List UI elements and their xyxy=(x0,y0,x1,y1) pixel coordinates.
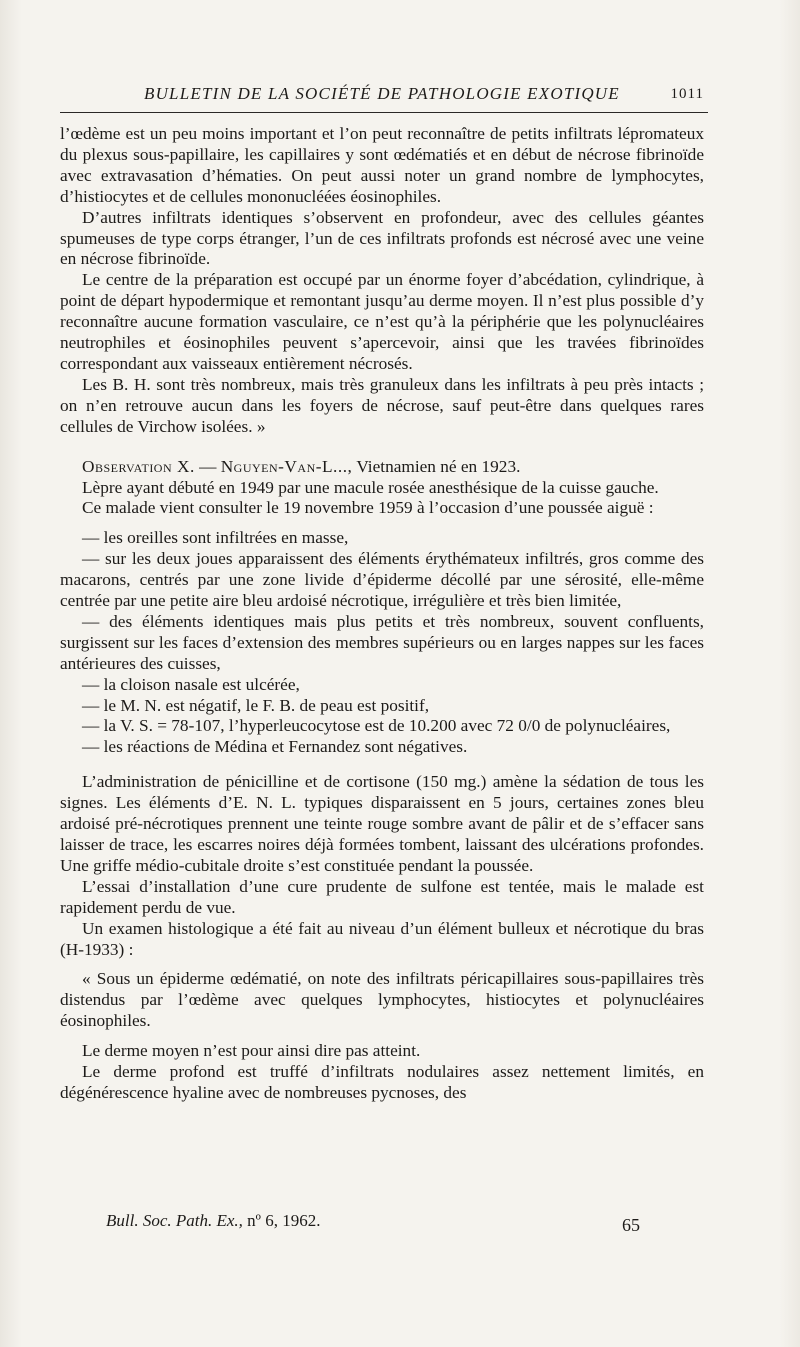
paragraph: l’œdème est un peu moins important et l’on peut reconnaître de petits infiltrats lépromateux du plexus sous-papillaire, les capillaires y sont œdématiés et en début de nécrose fibrinoïde avec extravasation d’hématies. On peut aussi noter un grand nombre de lymphocytes, d’histiocytes et de cellules mononucléées éosinophiles. xyxy=(60,124,704,206)
paragraph: Le centre de la préparation est occupé par un énorme foyer d’abcédation, cylindrique, à point de départ hypodermique et remontant jusqu’au derme moyen. Il n’est plus possible d’y reconnaître aucune formation vasculaire, ce n’est qu’à la périphérie que les polynucléaires neutrophiles et éosinophiles peuvent s’apercevoir, ainsi que les travées fibrinoïdes correspondant aux vaisseaux entièrement nécrosés. xyxy=(60,270,704,373)
article-body xyxy=(60,124,704,1104)
journal-title: BULLETIN DE LA SOCIÉTÉ DE PATHOLOGIE EXOTIQUE xyxy=(144,84,620,103)
citation-abbrev: Bull. Soc. Path. Ex., xyxy=(106,1211,243,1230)
paragraph: D’autres infiltrats identiques s’observent en profondeur, avec des cellules géantes spumeuses de type corps étranger, l’un de ces infiltrats profonds est nécrosé avec une veine en nécrose fibrinoïde. xyxy=(60,207,704,269)
list-item: — la V. S. = 78-107, l’hyperleucocytose est de 10.200 avec 72 0/0 de polynucléaires, xyxy=(82,716,671,736)
page-number: 1011 xyxy=(670,86,704,102)
list-item: — la cloison nasale est ulcérée, xyxy=(82,674,300,694)
observation-separator: — xyxy=(199,456,217,476)
observation-detail: Vietnamien né en 1923. xyxy=(356,456,521,476)
quoted-paragraph: Le derme profond est truffé d’infiltrats nodulaires assez nettement limités, en dégénérescence hyaline avec de nombreuses pycnoses, des xyxy=(60,1062,704,1102)
header-rule xyxy=(60,112,708,113)
sheet-number: 65 xyxy=(622,1215,640,1235)
quoted-paragraph: « Sous un épiderme œdématié, on note des infiltrats péricapillaires sous-papillaires très distendus par l’œdème avec quelques lymphocytes, histiocytes et polynucléaires éosinophiles. xyxy=(60,969,704,1031)
paragraph: Un examen histologique a été fait au niveau d’un élément bulleux et nécrotique du bras (H-1933) : xyxy=(60,918,704,959)
observation-patient: Nguyen-Van-L..., xyxy=(220,456,353,476)
list-item: — les oreilles sont infiltrées en masse, xyxy=(82,528,349,548)
observation-heading xyxy=(60,457,704,478)
paragraph: L’essai d’installation d’une cure prudente de sulfone est tentée, mais le malade est rapidement perdu de vue. xyxy=(60,876,704,917)
journal-citation xyxy=(106,1211,320,1231)
list-item: — le M. N. est négatif, le F. B. de peau est positif, xyxy=(82,695,430,715)
paragraph: Les B. H. sont très nombreux, mais très granuleux dans les infiltrats à peu près intacts ; on n’en retrouve aucun dans les foyers de nécrose, sauf peut-être dans quelques rares cellules de Virchow isolées. » xyxy=(60,374,704,436)
observation-label: Observation X. xyxy=(82,456,195,476)
list-item: — sur les deux joues apparaissent des éléments érythémateux infiltrés, gros comme des macarons, centrés par une zone livide d’épiderme décollé par une sérosité, elle-même centrée par une petite aire bleu ardoisé nécrotique, irrégulière et très bien limitée, xyxy=(60,549,704,611)
citation-issue: nº 6, 1962. xyxy=(247,1211,321,1230)
paragraph: Ce malade vient consulter le 19 novembre 1959 à l’occasion d’une poussée aiguë : xyxy=(82,498,654,518)
quoted-paragraph: Le derme moyen n’est pour ainsi dire pas atteint. xyxy=(82,1041,421,1061)
list-item: — des éléments identiques mais plus petits et très nombreux, souvent confluents, surgissent sur les faces d’extension des membres supérieurs ou en larges nappes sur les faces antérieures des cuisses, xyxy=(60,611,704,673)
list-item: — les réactions de Médina et Fernandez sont négatives. xyxy=(82,737,468,757)
paragraph: L’administration de pénicilline et de cortisone (150 mg.) amène la sédation de tous les signes. Les éléments d’E. N. L. typiques disparaissent en 5 jours, certaines zones bleu ardoisé pré-nécrotiques prennent une teinte rouge sombre avant de pâlir et de s’effacer sans laisser de trace, les escarres noires déjà formées tombent, laissant des ulcérations profondes. Une griffe médio-cubitale droite s’est constituée pendant la poussée. xyxy=(60,772,704,875)
paragraph: Lèpre ayant débuté en 1949 par une macule rosée anesthésique de la cuisse gauche. xyxy=(82,477,659,497)
